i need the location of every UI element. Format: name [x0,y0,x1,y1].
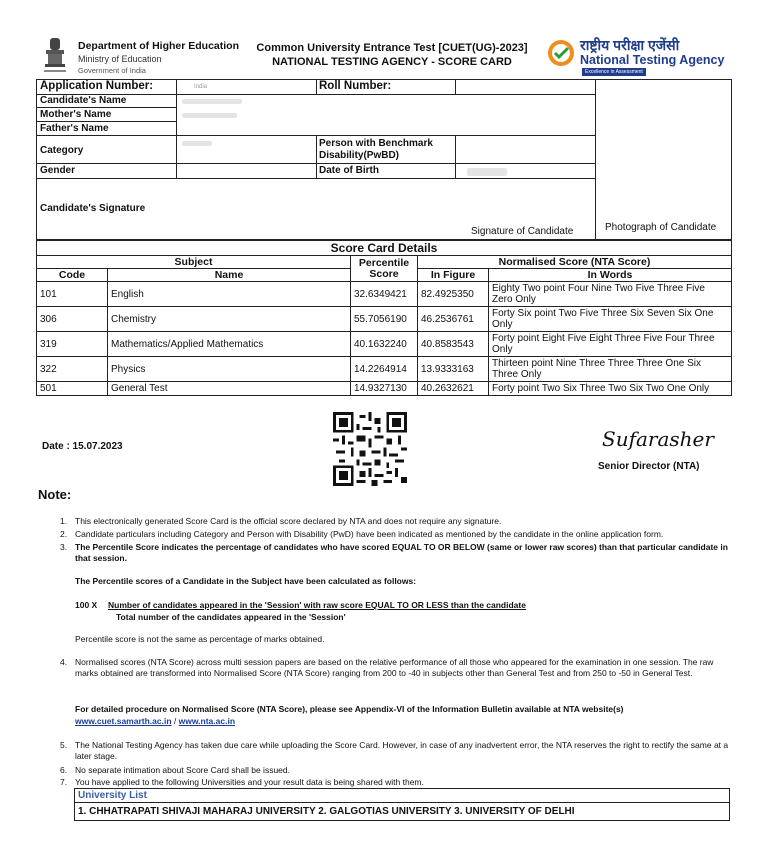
nta-hindi-name: राष्ट्रीय परीक्षा एजेंसी [580,37,680,53]
table-row [37,357,732,382]
note-text: The Percentile Score indicates the percentage of candidates who have scored EQUAL TO OR BELOW (same or lower raw scores) than that particular candidate in that session. [75,542,728,563]
percentile-score: 55.7056190 [351,307,418,332]
note-item: 6. No separate intimation about Score Card shall be issued. [60,765,730,776]
note-item: 5. The National Testing Agency has taken due care while uploading the Score Card. However, in case of any inadvertent error, the NTA reserves the right to rectify the same at a later stage. [60,740,729,761]
note-item: 1. This electronically generated Score Card is the official score declared by NTA and does not require any signature. [60,516,730,527]
note-text: Normalised scores (NTA Score) across multi session papers are based on the relative performance of all those who appeared for the examination in one session. The raw marks obtained are transformed into Normalised Score (NTA Score) ranging from 200 to -40 in subjects other than General Test and from 250 to -50 in General Test. [75,657,714,678]
subject-code: 306 [37,307,108,332]
category-label: Category [40,145,84,156]
in-figure-header: In Figure [418,269,489,282]
dob-label: Date of Birth [319,165,379,176]
normalised-header: Normalised Score (NTA Score) [418,256,732,269]
father-name-label: Father's Name [40,123,109,134]
link-separator: / [173,716,177,726]
candidate-name-label: Candidate's Name [40,95,127,106]
in-words-header: In Words [489,269,732,282]
redacted-value [467,168,507,176]
subject-name: English [108,282,351,307]
nta-score-figure: 13.9333163 [418,357,489,382]
subject-name: Chemistry [108,307,351,332]
table-row [37,282,732,307]
note-heading: Note: [38,487,72,502]
table-row [37,307,732,332]
director-signature: Sufarasher [602,427,714,451]
redacted-value [182,99,242,104]
qr-code-icon [333,412,407,486]
application-number-label: Application Number: [40,80,154,92]
issue-date: Date : 15.07.2023 [42,441,123,452]
subject-name: Mathematics/Applied Mathematics [108,332,351,357]
note-text: Candidate particulars including Category and Person with Disability (PwD) have been indicated as mentioned by the candidate in the online application form. [75,529,664,539]
note-text: The National Testing Agency has taken due care while uploading the Score Card. However, in case of any inadvertent error, the NTA reserves the right to rectify the same at a later stage. [75,740,729,761]
redacted-value [182,141,212,146]
university-list: 1. CHHATRAPATI SHIVAJI MAHARAJ UNIVERSITY 2. GALGOTIAS UNIVERSITY 3. UNIVERSITY OF DELHI [78,806,575,817]
nta-website-link[interactable]: www.nta.ac.in [178,716,236,726]
pwbd-label: Person with Benchmark Disability(PwBD) [319,138,433,161]
mother-name-label: Mother's Name [40,109,112,120]
nta-english-name: National Testing Agency [580,53,725,67]
note-item: 2. Candidate particulars including Category and Person with Disability (PwD) have been indicated as mentioned by the candidate in the online application form. [60,529,730,540]
nta-score-words: Thirteen point Nine Three Three Three One Six Three Only [489,357,732,382]
percentile-score: 14.2264914 [351,357,418,382]
nta-score-words: Forty point Two Six Three Two Six Two One Only [489,382,732,396]
note-item: 7. You have applied to the following Universities and your result data is being shared with them. [60,777,730,788]
subject-name: General Test [108,382,351,396]
nta-score-figure: 82.4925350 [418,282,489,307]
subject-code: 319 [37,332,108,357]
subject-code: 322 [37,357,108,382]
nta-logo-icon [546,38,576,68]
percentile-score: 14.9327130 [351,382,418,396]
university-list-heading: University List [78,790,147,801]
percentile-score: 40.1632240 [351,332,418,357]
nta-score-figure: 40.8583543 [418,332,489,357]
subject-code: 101 [37,282,108,307]
score-card-table [36,240,732,396]
nta-score-figure: 40.2632621 [418,382,489,396]
normalised-procedure-note: For detailed procedure on Normalised Score (NTA Score), please see Appendix-VI of the Information Bulletin available at NTA website(s) [75,704,624,714]
ministry-name: Ministry of Education [78,54,162,64]
national-emblem-icon [40,36,70,76]
senior-director-title: Senior Director (NTA) [598,461,700,472]
redacted-value [182,113,237,118]
roll-number-label: Roll Number: [319,80,392,92]
nta-score-figure: 46.2536761 [418,307,489,332]
exam-title: Common University Entrance Test [CUET(UG)-2023] [256,42,528,54]
government-name: Government of India [78,66,146,75]
cuet-website-link[interactable]: www.cuet.samarth.ac.in [75,716,172,726]
candidate-info-grid [36,79,732,240]
table-row [37,332,732,357]
nta-score-words: Forty point Eight Five Eight Three Five Four Three Only [489,332,732,357]
nta-score-words: Eighty Two point Four Nine Two Five Three Five Zero Only [489,282,732,307]
signature-of-candidate-caption: Signature of Candidate [471,226,574,237]
application-number-value: India [194,84,208,90]
note-item: 4. Normalised scores (NTA Score) across multi session papers are based on the relative performance of all those who appeared for the examination in one session. The raw marks obtained are transformed into Normalised Score (NTA Score) ranging from 200 to -40 in subjects other than General Test and from 250 to -50 in General Test. [60,657,730,690]
nta-score-words: Forty Six point Two Five Three Six Seven Six One Only [489,307,732,332]
note-item: 3. The Percentile Score indicates the percentage of candidates who have scored EQUAL TO OR BELOW (same or lower raw scores) than that particular candidate in that session. [60,542,730,564]
note-text: This electronically generated Score Card is the official score declared by NTA and does not require any signature. [75,516,502,526]
score-card-title: Score Card Details [37,241,732,256]
name-header: Name [108,269,351,282]
formula-prefix: 100 X [75,600,98,610]
candidate-signature-label: Candidate's Signature [40,203,146,214]
gender-label: Gender [40,165,76,176]
subject-header: Subject [37,256,351,269]
score-card-title: NATIONAL TESTING AGENCY - SCORE CARD [272,56,512,68]
percentile-header: Percentile Score [351,256,418,282]
percentile-calc-heading: The Percentile scores of a Candidate in the Subject have been calculated as follows: [75,576,417,586]
subject-code: 501 [37,382,108,396]
nta-tagline: Excellence in Assessment [582,68,646,76]
subject-name: Physics [108,357,351,382]
photograph-of-candidate-caption: Photograph of Candidate [605,222,717,233]
formula-denominator: Total number of the candidates appeared in the 'Session' [116,612,346,622]
note-text: You have applied to the following Universities and your result data is being shared with them. [75,777,424,787]
percentile-note: Percentile score is not the same as percentage of marks obtained. [75,634,325,644]
percentile-score: 32.6349421 [351,282,418,307]
table-row [37,382,732,396]
dept-name: Department of Higher Education [78,40,240,52]
divider [74,802,730,803]
note-text: No separate intimation about Score Card shall be issued. [75,765,290,775]
formula-numerator: Number of candidates appeared in the 'Session' with raw score EQUAL TO OR LESS than the candidate [108,600,526,610]
code-header: Code [37,269,108,282]
